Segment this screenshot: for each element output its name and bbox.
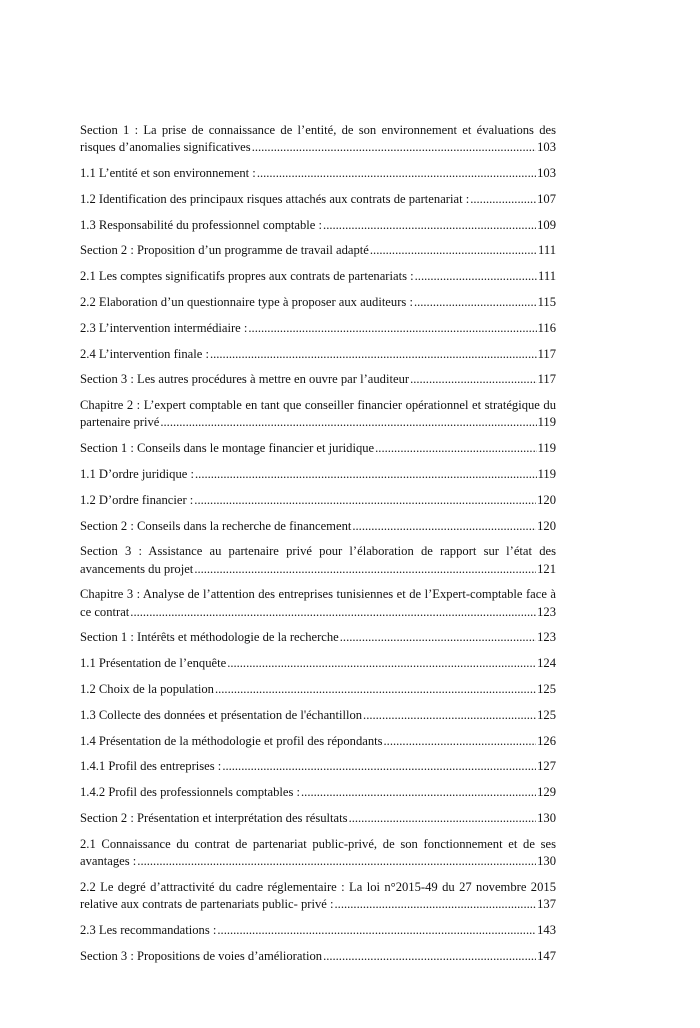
toc-entry — [80, 492, 556, 509]
toc-page-number: 103 — [537, 166, 556, 180]
toc-entry-text: Section 2 : Présentation et interprétation des résultats — [80, 810, 348, 825]
toc-entry — [80, 440, 556, 457]
toc-page-number: 119 — [537, 466, 556, 481]
toc-entry-text: Section 3 : Les autres procédures à mettre en ouvre par l’auditeur — [80, 372, 410, 387]
dot-leader — [415, 268, 537, 285]
toc-entry — [80, 758, 556, 775]
toc-entry — [80, 165, 556, 182]
dot-leader — [340, 629, 536, 646]
toc-entry-text: 1.4.1 Profil des entreprises : — [80, 759, 222, 774]
toc-entry — [80, 922, 556, 939]
toc-page-number: 130 — [537, 853, 556, 868]
toc-entry-text: risques d’anomalies significatives — [80, 140, 251, 155]
toc-entry-text: 2.1 Connaissance du contrat de partenariat public-privé, de son fonctionnement et de ses — [80, 836, 556, 851]
table-of-contents — [80, 122, 556, 973]
toc-page-number: 129 — [537, 785, 556, 800]
dot-leader — [384, 733, 537, 750]
toc-entry-text: Chapitre 2 : L’expert comptable en tant que conseiller financier opérationnel et stratégique du — [80, 398, 556, 413]
toc-entry — [80, 217, 556, 234]
toc-entry — [80, 543, 556, 577]
toc-page-number: 123 — [537, 630, 556, 645]
toc-page-number: 120 — [537, 492, 556, 507]
dot-leader — [252, 139, 536, 156]
toc-page-number: 126 — [537, 733, 556, 748]
toc-entry — [80, 586, 556, 620]
dot-leader — [194, 492, 536, 509]
toc-entry-text: ce contrat — [80, 604, 130, 619]
dot-leader — [257, 165, 536, 182]
dot-leader — [349, 810, 537, 827]
toc-entry-text: 2.2 Elaboration d’un questionnaire type à proposer aux auditeurs : — [80, 294, 413, 309]
dot-leader — [323, 948, 536, 965]
dot-leader — [194, 561, 536, 578]
dot-leader — [137, 853, 536, 870]
dot-leader — [375, 440, 536, 457]
toc-page-number: 125 — [537, 707, 556, 722]
toc-page-number: 137 — [537, 896, 556, 911]
dot-leader — [217, 922, 536, 939]
toc-page-number: 107 — [537, 191, 556, 206]
toc-entry-text: 1.3 Responsabilité du professionnel comptable : — [80, 217, 323, 232]
toc-entry — [80, 836, 556, 870]
toc-entry — [80, 346, 556, 363]
toc-entry — [80, 466, 556, 483]
toc-entry-text: 1.4 Présentation de la méthodologie et profil des répondants — [80, 733, 383, 748]
toc-entry-text: 2.3 L’intervention intermédiaire : — [80, 320, 248, 335]
dot-leader — [210, 346, 537, 363]
toc-page-number: 120 — [537, 518, 556, 533]
toc-page-number: 147 — [537, 948, 556, 963]
toc-entry-text: Section 2 : Proposition d’un programme de travail adapté — [80, 243, 369, 258]
toc-entry — [80, 122, 556, 156]
toc-entry — [80, 629, 556, 646]
toc-entry-text: 2.3 Les recommandations : — [80, 922, 217, 937]
toc-entry-text: 2.2 Le degré d’attractivité du cadre réglementaire : La loi n°2015-49 du 27 novembre 2015 — [80, 879, 556, 894]
dot-leader — [363, 707, 536, 724]
toc-entry-text: avancements du projet — [80, 561, 194, 576]
toc-entry — [80, 191, 556, 208]
toc-entry-text: Section 1 : La prise de connaissance de l’entité, de son environnement et évaluations des — [80, 123, 556, 137]
toc-page-number: 127 — [537, 759, 556, 774]
toc-entry — [80, 948, 556, 965]
toc-page-number: 111 — [538, 243, 556, 258]
toc-entry — [80, 655, 556, 672]
dot-leader — [248, 320, 536, 337]
dot-leader — [227, 655, 536, 672]
toc-page-number: 117 — [537, 346, 556, 361]
toc-entry-text: Chapitre 3 : Analyse de l’attention des entreprises tunisiennes et de l’Expert-comptable face à — [80, 587, 556, 602]
toc-entry — [80, 879, 556, 913]
toc-page-number: 119 — [537, 441, 556, 456]
toc-entry-text: Section 1 : Conseils dans le montage financier et juridique — [80, 441, 375, 456]
toc-entry — [80, 681, 556, 698]
dot-leader — [410, 371, 537, 388]
toc-entry-text: 1.1 D’ordre juridique : — [80, 466, 195, 481]
toc-entry — [80, 518, 556, 535]
toc-page-number: 116 — [537, 320, 556, 335]
toc-page-number: 123 — [537, 604, 556, 619]
toc-entry-text: Section 3 : Propositions de voies d’amélioration — [80, 948, 323, 963]
toc-entry-text: Section 2 : Conseils dans la recherche de financement — [80, 518, 352, 533]
toc-entry-text: 1.1 Présentation de l’enquête — [80, 656, 227, 671]
toc-page-number: 124 — [537, 656, 556, 671]
dot-leader — [335, 896, 537, 913]
toc-entry-text: 2.4 L’intervention finale : — [80, 346, 209, 361]
toc-entry — [80, 810, 556, 827]
dot-leader — [215, 681, 536, 698]
toc-entry-text: 1.2 D’ordre financier : — [80, 492, 194, 507]
dot-leader — [370, 242, 537, 259]
toc-page-number: 111 — [538, 269, 556, 284]
dot-leader — [195, 466, 537, 483]
toc-entry — [80, 242, 556, 259]
toc-page-number: 125 — [537, 681, 556, 696]
toc-entry-text: 1.1 L’entité et son environnement : — [80, 166, 256, 180]
dot-leader — [352, 518, 536, 535]
toc-page-number: 117 — [537, 372, 556, 387]
toc-entry — [80, 397, 556, 431]
dot-leader — [222, 758, 536, 775]
toc-entry-text: 1.3 Collecte des données et présentation de l'échantillon — [80, 707, 363, 722]
toc-entry — [80, 320, 556, 337]
dot-leader — [323, 217, 536, 234]
toc-entry — [80, 707, 556, 724]
toc-entry — [80, 371, 556, 388]
dot-leader — [470, 191, 536, 208]
toc-page-number: 121 — [537, 561, 556, 576]
toc-entry-text: 1.2 Choix de la population — [80, 681, 214, 696]
toc-page-number: 119 — [537, 415, 556, 430]
dot-leader — [160, 414, 536, 431]
toc-entry-text: 1.4.2 Profil des professionnels comptables : — [80, 785, 301, 800]
dot-leader — [130, 604, 536, 621]
toc-entry-text: 2.1 Les comptes significatifs propres aux contrats de partenariats : — [80, 269, 414, 284]
toc-entry — [80, 784, 556, 801]
toc-page-number: 103 — [537, 140, 556, 155]
toc-entry-text: partenaire privé — [80, 415, 160, 430]
toc-entry — [80, 268, 556, 285]
toc-page-number: 115 — [537, 294, 556, 309]
toc-entry-text: avantages : — [80, 853, 137, 868]
toc-entry — [80, 733, 556, 750]
dot-leader — [301, 784, 536, 801]
toc-page-number: 143 — [537, 922, 556, 937]
toc-entry-text: relative aux contrats de partenariats public- privé : — [80, 896, 334, 911]
toc-entry-text: Section 3 : Assistance au partenaire privé pour l’élaboration de rapport sur l’état des — [80, 544, 556, 559]
dot-leader — [414, 294, 537, 311]
toc-page-number: 109 — [537, 217, 556, 232]
toc-entry — [80, 294, 556, 311]
toc-entry-text: 1.2 Identification des principaux risques attachés aux contrats de partenariat : — [80, 191, 470, 206]
toc-entry-text: Section 1 : Intérêts et méthodologie de la recherche — [80, 630, 339, 645]
toc-page-number: 130 — [537, 810, 556, 825]
